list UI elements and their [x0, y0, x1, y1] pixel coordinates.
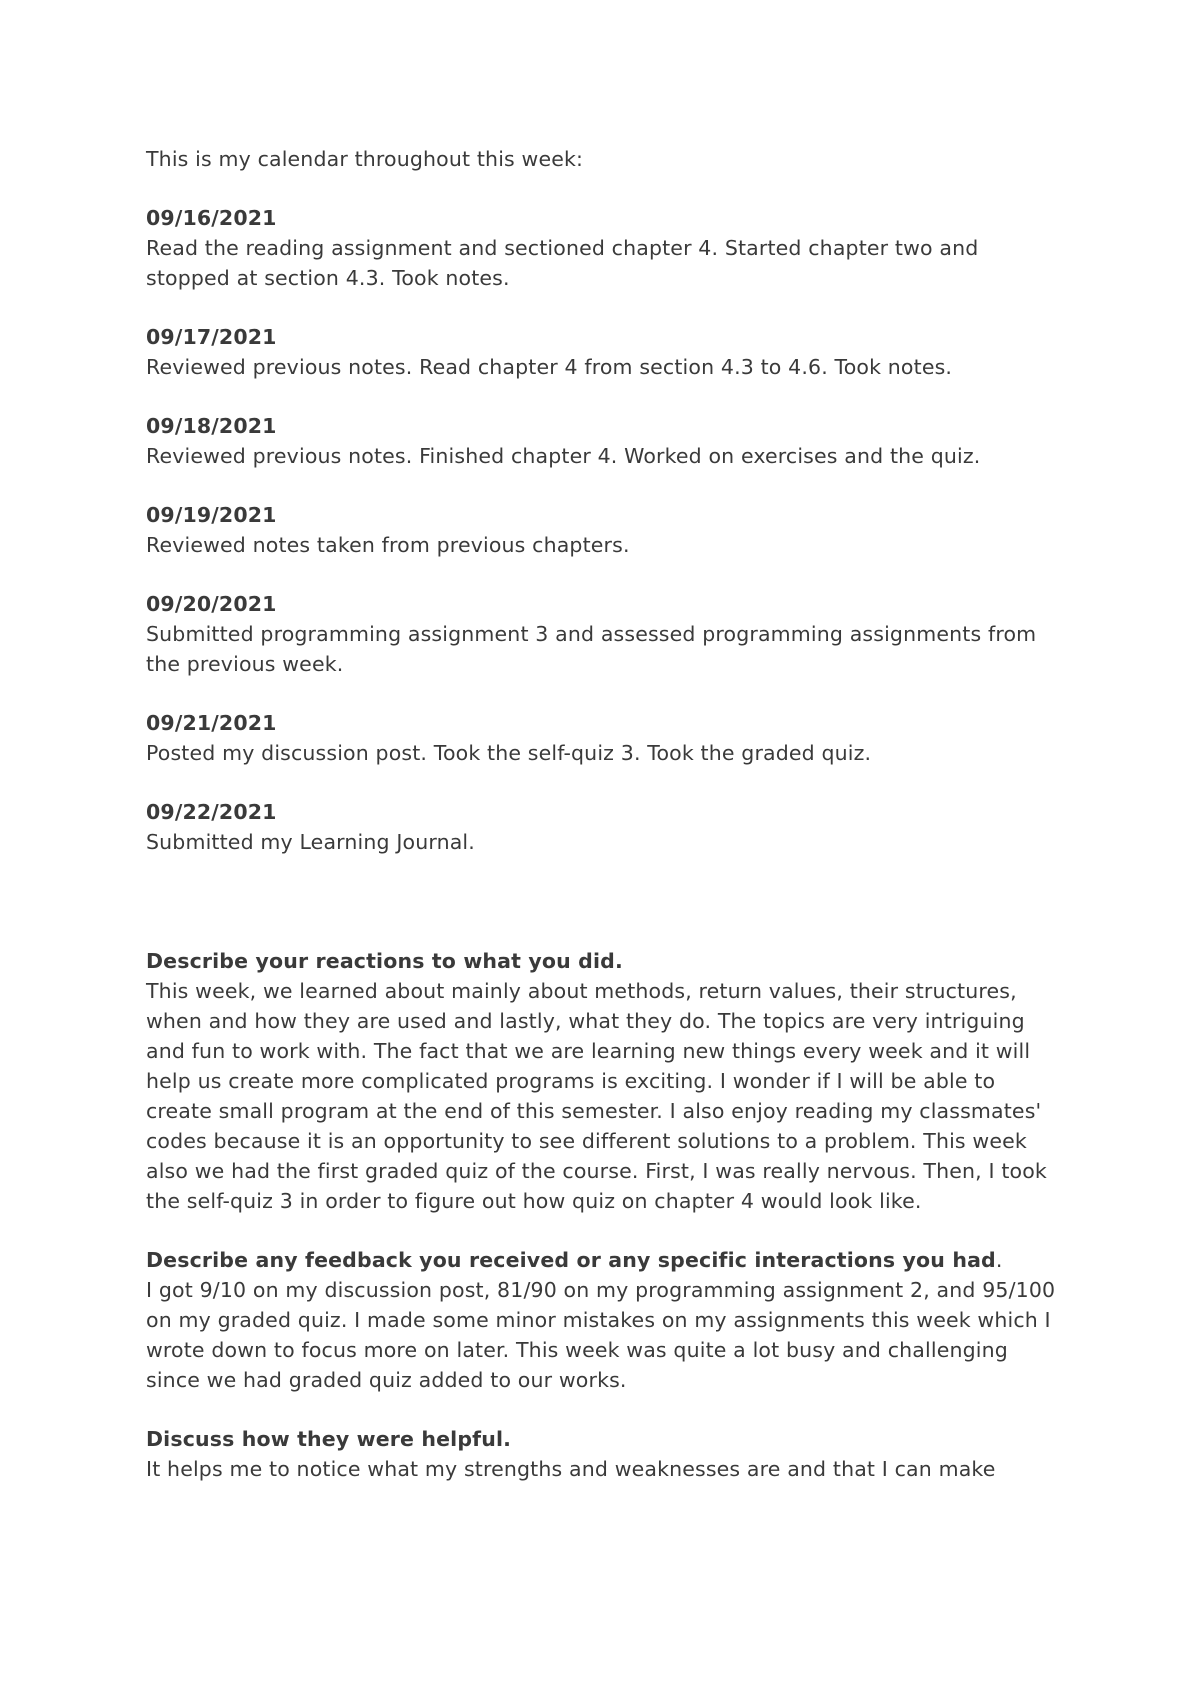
- section-heading-text: Describe any feedback you received or any specific interactions you had: [146, 1248, 996, 1272]
- entry-text: Submitted programming assignment 3 and assessed programming assignments from the previous week.: [146, 622, 1037, 676]
- entry-text: Reviewed previous notes. Read chapter 4 from section 4.3 to 4.6. Took notes.: [146, 355, 953, 379]
- section-text: This week, we learned about mainly about methods, return values, their structures, when and how they are used and lastly, what they do. The topics are very intriguing and fun to work with. The fact that we are learning new things every week and it will help us create more complicated programs is exciting. I wonder if I will be able to create small program at the end of this semester. I also enjoy reading my classmates' codes because it is an opportunity to see different solutions to a problem. This week also we had the first graded quiz of the course. First, I was really nervous. Then, I took the self-quiz 3 in order to figure out how quiz on chapter 4 would look like.: [146, 979, 1047, 1213]
- section-heading: [146, 1424, 1066, 1454]
- feedback-section: [146, 1245, 1066, 1395]
- entry-date: 09/17/2021: [146, 325, 277, 349]
- entry-date: 09/22/2021: [146, 800, 277, 824]
- section-heading-text: Discuss how they were helpful.: [146, 1427, 512, 1451]
- section-spacer: [146, 886, 1066, 946]
- calendar-entry: [146, 797, 1066, 857]
- section-text: I got 9/10 on my discussion post, 81/90 on my programming assignment 2, and 95/100 on my graded quiz. I made some minor mistakes on my assignments this week which I wrote down to focus more on later. This week was quite a lot busy and challenging since we had graded quiz added to our works.: [146, 1278, 1056, 1392]
- entry-text: Reviewed previous notes. Finished chapter 4. Worked on exercises and the quiz.: [146, 444, 981, 468]
- entry-text: Posted my discussion post. Took the self-quiz 3. Took the graded quiz.: [146, 741, 872, 765]
- entry-date: 09/18/2021: [146, 414, 277, 438]
- calendar-entry: [146, 203, 1066, 293]
- section-heading-trail: .: [995, 1248, 1003, 1272]
- calendar-entry: [146, 322, 1066, 382]
- section-heading-text: Describe your reactions to what you did.: [146, 949, 623, 973]
- calendar-entry: [146, 589, 1066, 679]
- calendar-entry: [146, 500, 1066, 560]
- entry-text: Reviewed notes taken from previous chapters.: [146, 533, 630, 557]
- section-heading: [146, 946, 1066, 976]
- entry-date: 09/19/2021: [146, 503, 277, 527]
- entry-text: Read the reading assignment and sectioned chapter 4. Started chapter two and stopped at section 4.3. Took notes.: [146, 236, 979, 290]
- entry-text: Submitted my Learning Journal.: [146, 830, 475, 854]
- helpfulness-section: [146, 1424, 1066, 1484]
- section-heading: [146, 1245, 1066, 1275]
- section-text: It helps me to notice what my strengths and weaknesses are and that I can make: [146, 1457, 996, 1481]
- document-body: [146, 144, 1066, 1513]
- calendar-intro: This is my calendar throughout this week:: [146, 147, 584, 171]
- reactions-section: [146, 946, 1066, 1216]
- entry-date: 09/21/2021: [146, 711, 277, 735]
- calendar-entry: [146, 411, 1066, 471]
- calendar-entry: [146, 708, 1066, 768]
- entry-date: 09/16/2021: [146, 206, 277, 230]
- entry-date: 09/20/2021: [146, 592, 277, 616]
